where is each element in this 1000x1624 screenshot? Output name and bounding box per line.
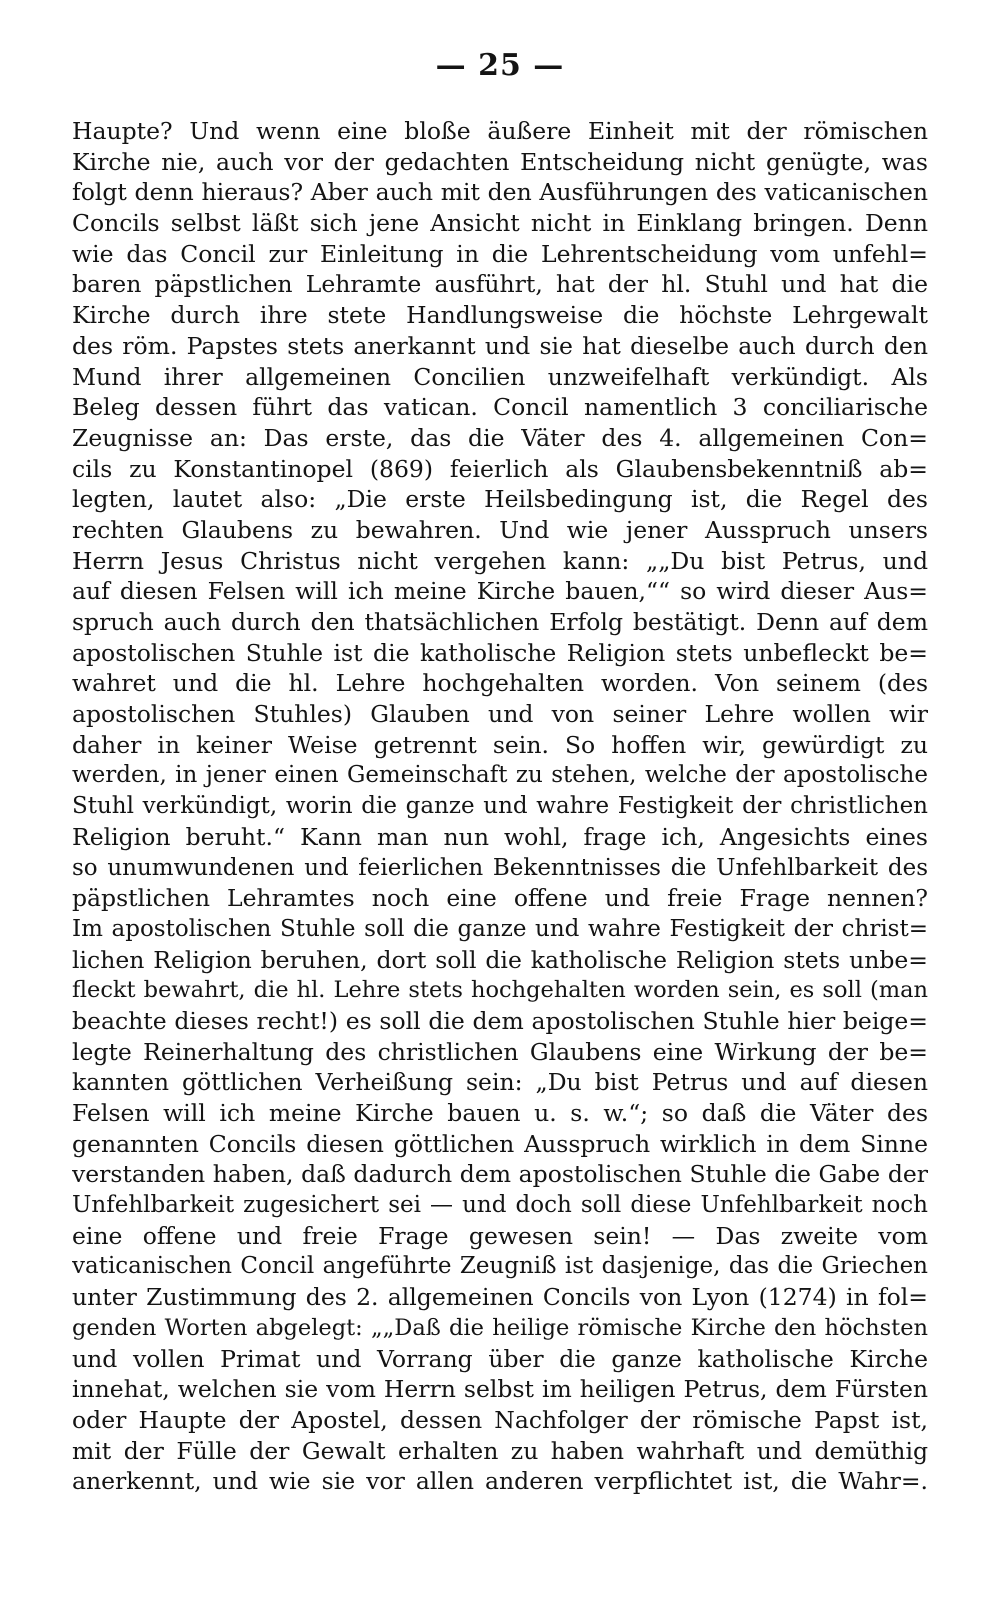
text-line: Felsen will ich meine Kirche bauen u. s. w.“; so daß die Väter des [72, 1099, 928, 1127]
text-line: eine offene und freie Frage gewesen sein! — Das zweite vom [72, 1221, 928, 1250]
text-line: kannten göttlichen Verheißung sein: „Du bist Petrus und auf diesen [72, 1068, 928, 1097]
text-line: auf diesen Felsen will ich meine Kirche bauen,““ so wird dieser Aus= [72, 577, 928, 606]
text-line: Concils selbst läßt sich jene Ansicht nicht in Einklang bringen. Denn [72, 209, 928, 238]
text-line: und vollen Primat und Vorrang über die ganze katholische Kirche [72, 1344, 928, 1373]
text-line: verstanden haben, daß dadurch dem apostolischen Stuhle die Gabe der [72, 1160, 928, 1189]
text-line: apostolischen Stuhle ist die katholische Religion stets unbefleckt be= [72, 638, 928, 667]
text-line: Herrn Jesus Christus nicht vergehen kann: „„Du bist Petrus, und [72, 546, 928, 575]
text-line: Kirche nie, auch vor der gedachten Entscheidung nicht genügte, was [72, 147, 928, 176]
text-line: rechten Glaubens zu bewahren. Und wie jener Ausspruch unsers [72, 515, 928, 544]
text-line: unter Zustimmung des 2. allgemeinen Concils von Lyon (1274) in fol= [72, 1283, 928, 1312]
text-line: so unumwundenen und feierlichen Bekenntnisses die Unfehlbarkeit des [72, 854, 928, 881]
text-line: oder Haupte der Apostel, dessen Nachfolger der römische Papst ist, [72, 1405, 928, 1434]
text-line: spruch auch durch den thatsächlichen Erfolg bestätigt. Denn auf dem [72, 608, 928, 636]
text-line: Mund ihrer allgemeinen Concilien unzweifelhaft verkündigt. Als [72, 362, 928, 391]
text-line: innehat, welchen sie vom Herrn selbst im heiligen Petrus, dem Fürsten [72, 1375, 928, 1404]
text-line: genannten Concils diesen göttlichen Ausspruch wirklich in dem Sinne [72, 1129, 928, 1158]
page-number: — 25 — [435, 48, 565, 83]
text-line: päpstlichen Lehramtes noch eine offene und freie Frage nennen? [72, 884, 928, 913]
text-line: daher in keiner Weise getrennt sein. So hoffen wir, gewürdigt zu [72, 730, 928, 759]
text-line: Zeugnisse an: Das erste, das die Väter des 4. allgemeinen Con= [72, 423, 928, 452]
text-line: vaticanischen Concil angeführte Zeugniß ist dasjenige, das die Griechen [72, 1253, 928, 1280]
text-line: Unfehlbarkeit zugesichert sei — und doch soll diese Unfehlbarkeit noch [72, 1192, 928, 1219]
text-line: Kirche durch ihre stete Handlungsweise die höchste Lehrgewalt [72, 301, 928, 330]
text-line: wie das Concil zur Einleitung in die Lehrentscheidung vom unfehl= [72, 239, 928, 268]
text-line: apostolischen Stuhles) Glauben und von seiner Lehre wollen wir [72, 700, 928, 729]
text-line: legten, lautet also: „Die erste Heilsbedingung ist, die Regel des [72, 485, 928, 514]
text-line: beachte dieses recht!) es soll die dem apostolischen Stuhle hier beige= [72, 1006, 928, 1035]
body-text [72, 116, 928, 1497]
text-line: baren päpstlichen Lehramte ausführt, hat der hl. Stuhl und hat die [72, 270, 928, 299]
text-line: mit der Fülle der Gewalt erhalten zu haben wahrhaft und demüthig [72, 1436, 928, 1465]
text-line: lichen Religion beruhen, dort soll die katholische Religion stets unbe= [72, 945, 928, 974]
text-line: des röm. Papstes stets anerkannt und sie hat dieselbe auch durch den [72, 331, 928, 360]
text-line: wahret und die hl. Lehre hochgehalten worden. Von seinem (des [72, 669, 928, 698]
text-line: Beleg dessen führt das vatican. Concil namentlich 3 conciliarische [72, 393, 928, 422]
text-line: Im apostolischen Stuhle soll die ganze und wahre Festigkeit der christ= [72, 915, 928, 942]
text-line: fleckt bewahrt, die hl. Lehre stets hochgehalten worden sein, es soll (man [72, 977, 928, 1004]
text-line: cils zu Konstantinopel (869) feierlich als Glaubensbekenntniß ab= [72, 454, 928, 483]
text-line: genden Worten abgelegt: „„Daß die heilige römische Kirche den höchsten [72, 1314, 928, 1341]
text-line: werden, in jener einen Gemeinschaft zu stehen, welche der apostolische [72, 762, 928, 789]
text-line: Religion beruht.“ Kann man nun wohl, frage ich, Angesichts eines [72, 822, 928, 851]
text-line: anerkennt, und wie sie vor allen anderen verpflichtet ist, die Wahr=. [72, 1467, 928, 1496]
text-line: legte Reinerhaltung des christlichen Glaubens eine Wirkung der be= [72, 1037, 928, 1066]
text-line: folgt denn hieraus? Aber auch mit den Ausführungen des vaticanischen [72, 178, 928, 207]
text-line: Haupte? Und wenn eine bloße äußere Einheit mit der römischen [72, 117, 928, 145]
text-line: Stuhl verkündigt, worin die ganze und wahre Festigkeit der christlichen [72, 793, 928, 820]
